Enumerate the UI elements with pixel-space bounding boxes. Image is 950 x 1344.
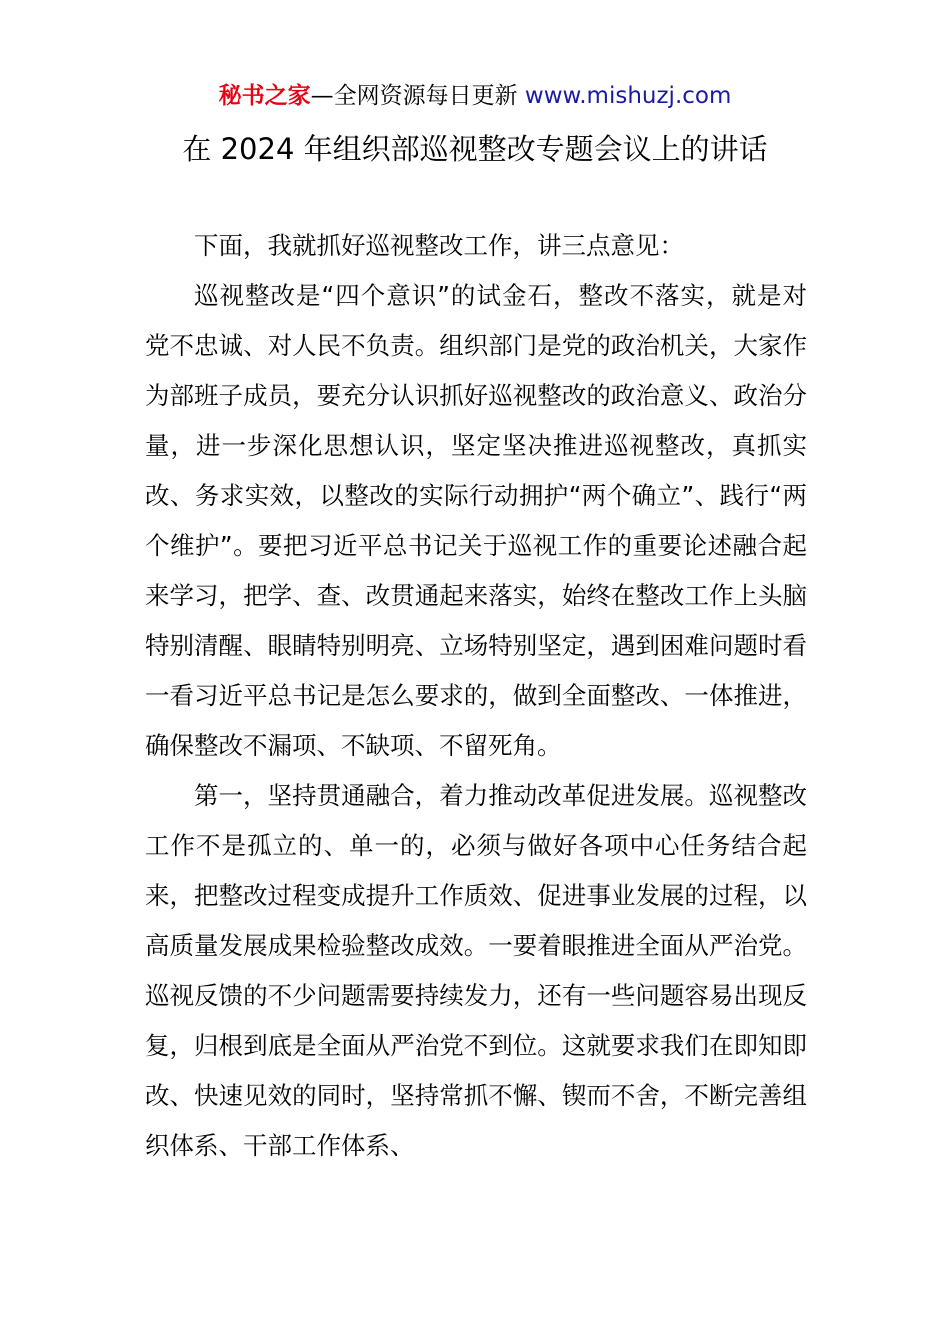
site-tagline: —全网资源每日更新: [310, 83, 525, 109]
site-url-link[interactable]: www.mishuzj.com: [524, 83, 732, 109]
document-body: [145, 221, 807, 1171]
document-title: 在 2024 年组织部巡视整改专题会议上的讲话: [182, 132, 768, 166]
site-header: [0, 80, 950, 112]
paragraph-intro: 下面，我就抓好巡视整改工作，讲三点意见：: [194, 231, 684, 260]
paragraph-main: 巡视整改是“四个意识”的试金石，整改不落实，就是对党不忠诚、对人民不负责。组织部门是党的政治机关，大家作为部班子成员，要充分认识抓好巡视整改的政治意义、政治分量，进一步深化思想认识，坚定坚决推进巡视整改，真抓实改、务求实效，以整改的实际行动拥护“两个确立”、践行“两个维护”。要把习近平总书记关于巡视工作的重要论述融合起来学习，把学、查、改贯通起来落实，始终在整改工作上头脑特别清醒、眼睛特别明亮、立场特别坚定，遇到困难问题时看一看习近平总书记是怎么要求的，做到全面整改、一体推进，确保整改不漏项、不缺项、不留死角。: [145, 281, 807, 760]
site-brand: 秘书之家: [218, 83, 311, 109]
paragraph-point-one: 第一，坚持贯通融合，着力推动改革促进发展。巡视整改工作不是孤立的、单一的，必须与做好各项中心任务结合起来，把整改过程变成提升工作质效、促进事业发展的过程，以高质量发展成果检验整改成效。一要着眼推进全面从严治党。巡视反馈的不少问题需要持续发力，还有一些问题容易出现反复，归根到底是全面从严治党不到位。这就要求我们在即知即改、快速见效的同时，坚持常抓不懈、锲而不舍，不断完善组织体系、干部工作体系、: [145, 781, 807, 1160]
